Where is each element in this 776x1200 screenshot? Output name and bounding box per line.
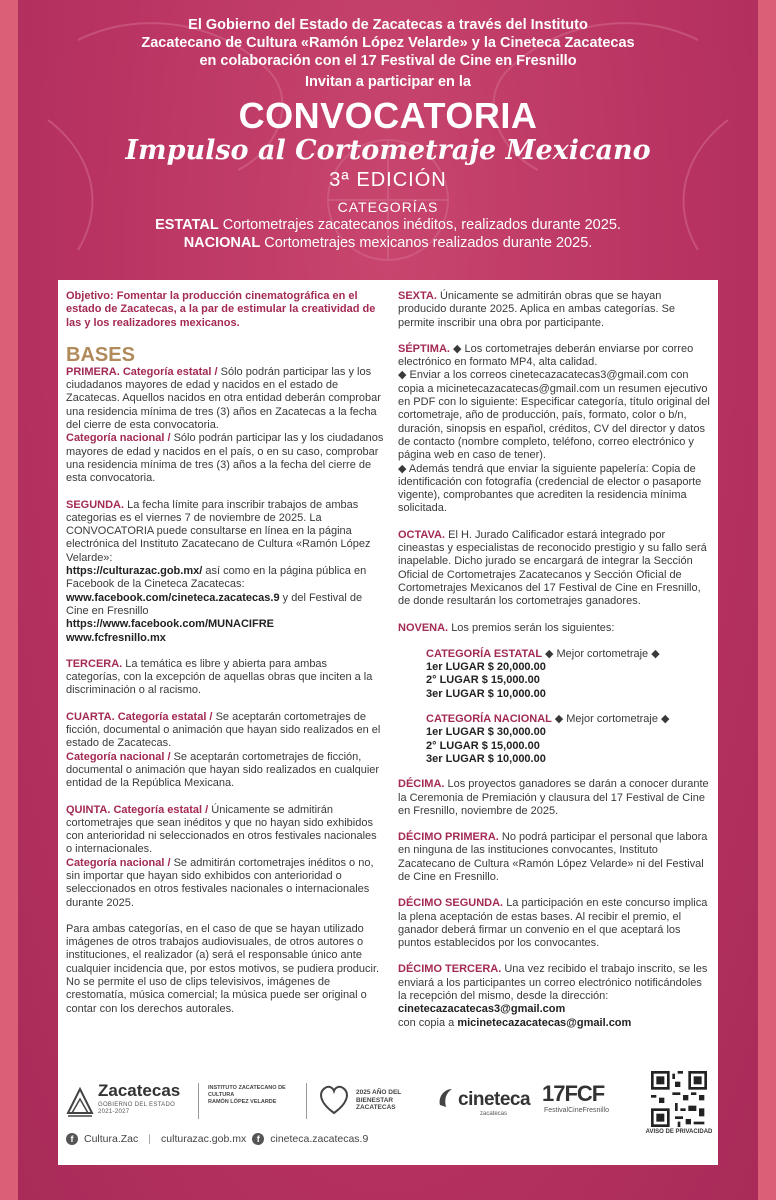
clause-text: No podrá participar el personal que labora en ninguna de las instituciones convocantes, Instituto Zacatecano de Cultura «Ramón López Velarde» ni del Festival de Cine en Fresnillo. bbox=[398, 831, 708, 883]
clause-text: Los proyectos ganadores se darán a conocer durante la Ceremonia de Premiación y clausura del 17 Festival de Cine en Fresnillo, noviembre de 2025. bbox=[398, 778, 709, 817]
clause-text: Se aceptarán cortometrajes de ficción, documental o animación que hayan sido realizados en el estado de Zacatecas. bbox=[66, 710, 381, 750]
footer bbox=[58, 1065, 718, 1165]
izc-line: INSTITUTO ZACATECANO DE bbox=[208, 1085, 286, 1091]
category-nacional-label: NACIONAL bbox=[183, 235, 261, 251]
clause-key: Categoría nacional / bbox=[66, 432, 174, 445]
zacatecas-logo-text: Zacatecas bbox=[98, 1081, 181, 1100]
zac-sub-line: GOBIERNO DEL ESTADO bbox=[98, 1102, 176, 1108]
festival-logo-sub: FestivalCineFresnillo bbox=[544, 1107, 609, 1114]
prize-nacional bbox=[426, 713, 710, 766]
aviso-privacidad-label: AVISO DE PRIVACIDAD bbox=[645, 1129, 713, 1135]
izc-logo-text bbox=[208, 1085, 286, 1129]
ambas-categorias-text bbox=[66, 923, 384, 1016]
facebook-munacifre-link[interactable]: https://www.facebook.com/MUNACIFRE bbox=[66, 618, 274, 631]
edition-label: 3ª EDICIÓN bbox=[329, 169, 447, 191]
clause-key: QUINTA. Categoría estatal / bbox=[66, 803, 212, 816]
prize-category: CATEGORÍA ESTATAL bbox=[426, 647, 545, 660]
izc-line: CULTURA bbox=[208, 1092, 235, 1098]
clause-key: Categoría nacional / bbox=[66, 856, 174, 869]
prize-place: 2° LUGAR $ 15,000.00 bbox=[426, 674, 540, 687]
base-tercera bbox=[66, 658, 384, 698]
left-column bbox=[66, 290, 384, 1016]
base-decimo-primera bbox=[398, 831, 710, 884]
clause-text: Para ambas categorías, en el caso de que se hayan utilizado imágenes de otros trabajos audiovisuales, de otros autores o instituciones, el realizador (a) será el responsable único ante cualquier incidencia que, por estos motivos, se pudiera producir. bbox=[66, 922, 380, 975]
culturazac-link[interactable]: https://culturazac.gob.mx/ bbox=[66, 565, 203, 578]
izc-line: RAMÓN LÓPEZ VELARDE bbox=[208, 1099, 277, 1105]
logo-strip bbox=[66, 1079, 713, 1135]
bases-panel bbox=[58, 280, 718, 1065]
clause-key: DÉCIMO TERCERA. bbox=[398, 963, 505, 976]
category-estatal-text: Cortometrajes zacatecanos inéditos, realizados durante 2025. bbox=[218, 217, 621, 233]
clause-text: y del Festival de Cine en Fresnillo bbox=[66, 591, 363, 617]
category-estatal bbox=[40, 216, 736, 234]
base-sexta bbox=[398, 290, 710, 330]
clause-text: El H. Jurado Calificador estará integrado por cineastas y especialistas de reconocido prestigio y su fallo será inapelable. Dicho jurado se encargará de integrar la Sección Oficial de Cortometrajes Zacatecanos y Sección Oficial de Cortometrajes Mexicanos del 17 Festival de Cine en Fresnillo, de donde resultarán los cortometrajes ganadores. bbox=[398, 528, 707, 608]
festival-logo-text: 17FCF bbox=[542, 1081, 605, 1106]
clause-text: Los premios serán los siguientes: bbox=[451, 621, 615, 634]
base-quinta bbox=[66, 804, 384, 910]
page-title: CONVOCATORIA bbox=[238, 95, 538, 136]
cineteca-swirl-icon bbox=[436, 1085, 458, 1111]
invite-text: Invitan a participar en la bbox=[305, 74, 471, 90]
page-subtitle: Impulso al Cortometraje Mexicano bbox=[125, 135, 651, 166]
category-nacional bbox=[40, 234, 736, 252]
bienestar-heart-icon bbox=[316, 1081, 352, 1117]
clause-text: La fecha límite para inscribir trabajos de ambas categorias es el viernes 7 de noviembre de 2025. La CONVOCATORIA puede consultarse en línea en la página electrónica del Instituto Zacatecano de Cultura «Ramón López Velarde»: bbox=[66, 498, 371, 564]
facebook-icon: f bbox=[66, 1133, 78, 1145]
clause-key: SEXTA. bbox=[398, 290, 440, 302]
zacatecas-emblem-icon bbox=[66, 1083, 94, 1119]
website-link[interactable]: culturazac.gob.mx bbox=[161, 1133, 247, 1145]
cineteca-logo-text: cineteca bbox=[458, 1089, 531, 1110]
clause-key: Categoría nacional / bbox=[66, 750, 174, 763]
prize-place: 3er LUGAR $ 10,000.00 bbox=[426, 687, 546, 700]
prize-category: CATEGORÍA NACIONAL bbox=[426, 713, 555, 726]
cineteca-logo-sub: zacatecas bbox=[480, 1111, 508, 1117]
intro-line: en colaboración con el 17 Festival de Cine en Fresnillo bbox=[199, 53, 577, 69]
bien-line: ZACATECAS bbox=[356, 1104, 396, 1111]
divider bbox=[198, 1083, 199, 1119]
clause-text: ◆ Además tendrá que enviar la siguiente papelería: Copia de identificación con fotografía (credencial de elector o pasaporte vigente), comprobantes que acrediten la residencia mínima solicitada. bbox=[398, 462, 702, 515]
prize-place: 3er LUGAR $ 10,000.00 bbox=[426, 752, 546, 765]
clause-text: Se admitirán cortometrajes inéditos o no, sin importar que hayan sido exhibidos con anterioridad o seleccionados en otros festivales nacionales o internacionales durante 2025. bbox=[66, 856, 374, 909]
base-segunda bbox=[66, 499, 384, 645]
prize-place: 1er LUGAR $ 20,000.00 bbox=[426, 661, 546, 674]
category-estatal-label: ESTATAL bbox=[155, 217, 219, 233]
clause-key: NOVENA. bbox=[398, 621, 452, 634]
clause-text: ◆ Enviar a los correos cinetecazacatecas3@gmail.com con copia a micinetecazacatecas@gmail.com un resumen ejecutivo en PDF con lo siguiente: Especificar categoría, título original del cortometraje, año de producción, país, formato, color o b/n, duración, sinopsis en español, créditos, CV del director y datos de contacto (nombre completo, teléfono, correo electrónico y página web en caso de tener). bbox=[398, 369, 710, 462]
zac-sub-line: 2021-2027 bbox=[98, 1109, 130, 1115]
email-link[interactable]: micinetecazacatecas@gmail.com bbox=[457, 1016, 632, 1029]
clause-text: así como en la página pública en Facebook de la Cineteca Zacatecas: bbox=[66, 565, 367, 591]
divider bbox=[306, 1083, 307, 1119]
bienestar-logo-text bbox=[356, 1089, 401, 1133]
clause-key: TERCERA. bbox=[66, 657, 126, 670]
clause-text: Únicamente se admitirán obras que se hayan producido durante 2025. Aplica en ambas categorías. Se permite inscribir una obra por participante. bbox=[398, 290, 676, 329]
objective-text: Objetivo: Fomentar la producción cinematográfica en el estado de Zacatecas, a la par de estimular la creatividad de las y los realizadores mexicanos. bbox=[66, 290, 376, 329]
clause-text: La participación en este concurso implica la plena aceptación de estas bases. Al recibir el premio, el ganador deberá firmar un convenio en el que aceptará los puntos establecidos por los convocantes. bbox=[398, 897, 708, 950]
clause-key: DÉCIMA. bbox=[398, 778, 448, 791]
base-decima bbox=[398, 778, 710, 818]
clause-key: SÉPTIMA. bbox=[398, 342, 454, 355]
clause-text: Sólo podrán participar las y los ciudadanos mayores de edad y nacidos en el país, o en su caso, comprobar una residencia mínima de tres (3) años a la fecha del cierre de esta convocatoria. bbox=[66, 432, 384, 485]
header bbox=[40, 16, 736, 252]
base-octava bbox=[398, 529, 710, 609]
clause-key: DÉCIMO SEGUNDA. bbox=[398, 897, 507, 910]
base-decimo-segunda bbox=[398, 897, 710, 950]
bien-line: 2025 AÑO DEL bbox=[356, 1089, 402, 1096]
clause-key: OCTAVA. bbox=[398, 528, 449, 541]
categories-heading: CATEGORÍAS bbox=[337, 199, 439, 215]
social-links bbox=[66, 1133, 368, 1145]
clause-key: CUARTA. Categoría estatal / bbox=[66, 710, 216, 723]
prize-desc: ◆ Mejor cortometraje ◆ bbox=[554, 713, 670, 726]
facebook-cineteca-link[interactable]: www.facebook.com/cineteca.zacatecas.9 bbox=[66, 591, 280, 604]
clause-text: Se aceptarán cortometrajes de ficción, documental o animación que hayan sido realizados en cualquier entidad de la República Mexicana. bbox=[66, 750, 380, 790]
clause-text: La temática es libre y abierta para ambas categorías, con la excepción de aquellas obras que inciten a la discriminación o al racismo. bbox=[66, 657, 373, 697]
bien-line: BIENESTAR bbox=[356, 1096, 394, 1104]
email-link[interactable]: cinetecazacatecas3@gmail.com bbox=[398, 1003, 566, 1016]
clause-key: DÉCIMO PRIMERA. bbox=[398, 831, 502, 844]
prize-place: 1er LUGAR $ 30,000.00 bbox=[426, 726, 546, 739]
social-handle-cineteca[interactable]: cineteca.zacatecas.9 bbox=[270, 1133, 369, 1145]
prize-place: 2° LUGAR $ 15,000.00 bbox=[426, 739, 540, 752]
clause-text: Únicamente se admitirán cortometrajes que sean inéditos y que no hayan sido exhibidos con anterioridad ni seleccionados en otros festivales nacionales o internacionales. bbox=[66, 803, 377, 856]
prize-estatal bbox=[426, 648, 710, 701]
separator: | bbox=[148, 1133, 152, 1145]
clause-text: con copia a bbox=[398, 1016, 458, 1029]
prize-desc: ◆ Mejor cortometraje ◆ bbox=[544, 647, 660, 660]
base-septima bbox=[398, 343, 710, 516]
base-primera bbox=[66, 366, 384, 486]
clause-text: ◆ Los cortometrajes deberán enviarse por correo electrónico en formato MP4, alta calidad. bbox=[398, 342, 694, 369]
facebook-icon: f bbox=[252, 1133, 264, 1145]
clause-key: PRIMERA. Categoría estatal / bbox=[66, 365, 221, 378]
right-column bbox=[398, 290, 710, 1043]
base-novena bbox=[398, 622, 710, 635]
social-handle-culturazac[interactable]: Cultura.Zac bbox=[84, 1133, 139, 1145]
base-decimo-tercera bbox=[398, 963, 710, 1029]
intro-text bbox=[40, 16, 736, 70]
category-nacional-text: Cortometrajes mexicanos realizados durante 2025. bbox=[260, 235, 593, 251]
intro-line: Zacatecano de Cultura «Ramón López Velarde» y la Cineteca Zacatecas bbox=[141, 35, 635, 51]
clause-text: Una vez recibido el trabajo inscrito, se les enviará a los participantes un correo electrónico notificándoles la recepción del mismo, desde la dirección: bbox=[398, 963, 708, 1003]
intro-line: El Gobierno del Estado de Zacatecas a través del Instituto bbox=[188, 17, 588, 33]
base-cuarta bbox=[66, 711, 384, 791]
bases-heading: BASES bbox=[66, 343, 135, 366]
qr-code-icon[interactable] bbox=[651, 1071, 707, 1127]
clause-text: Sólo podrán participar las y los ciudadanos mayores de edad y nacidos en el estado de Zacatecas. Aquellos nacidos en otra entidad deberán comprobar una residencia mínima de tres (3) años en Zacatecas a la fecha del cierre de esta convocatoria. bbox=[66, 365, 381, 432]
clause-text: No se permite el uso de clips televisivos, imágenes de crestomatía, música comercial; la música puede ser original o contar con los derechos autorales. bbox=[66, 976, 367, 1015]
fcfresnillo-link[interactable]: www.fcfresnillo.mx bbox=[66, 631, 166, 644]
clause-key: SEGUNDA. bbox=[66, 498, 128, 511]
